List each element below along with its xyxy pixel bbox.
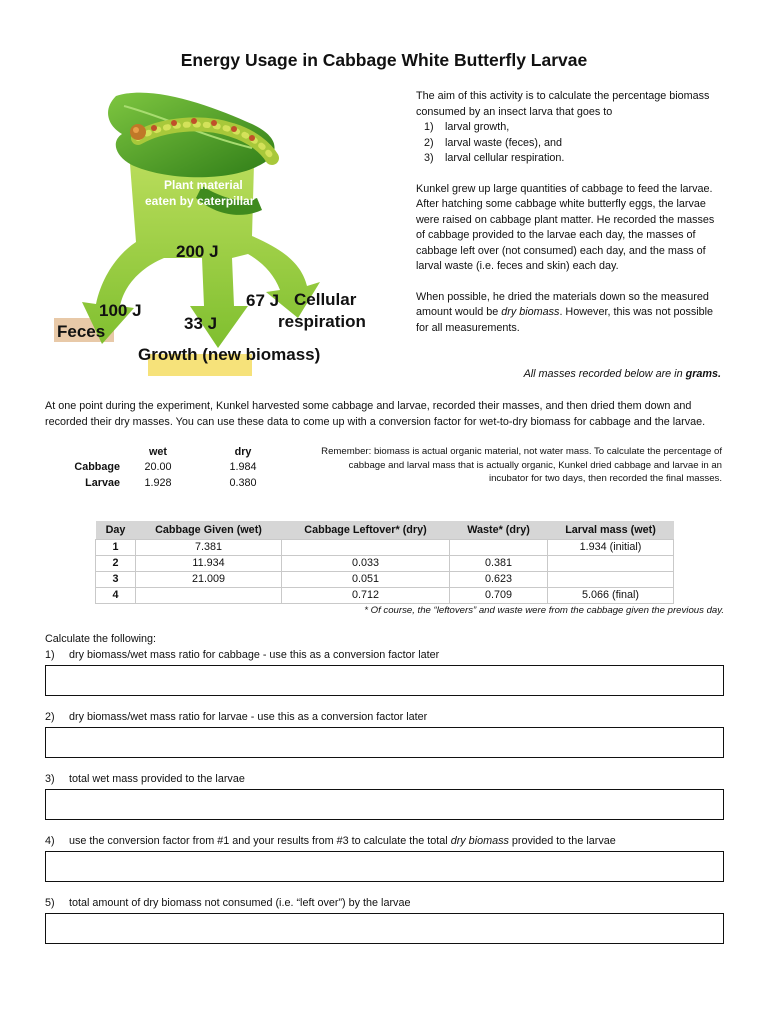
question-text: 3) total wet mass provided to the larvae xyxy=(45,773,245,785)
intro-column xyxy=(416,89,721,351)
energy-respiration-label: 67 J xyxy=(246,291,280,310)
conversion-header xyxy=(60,444,120,460)
question-5 xyxy=(45,897,725,944)
experiment-paragraph: At one point during the experiment, Kunkel harvested some cabbage and larvae, recorded their masses, and then dried them down and recorded their dry masses. You can use these data to come up with a conversion factor for wet-to-dry biomass for cabbage and the larvae. xyxy=(45,400,706,428)
answer-box-4[interactable] xyxy=(45,851,724,882)
aim-list-item: 3) larval cellular respiration. xyxy=(424,152,565,164)
question-3 xyxy=(45,773,725,820)
conversion-header-dry: dry xyxy=(234,445,252,458)
energy-flow-figure xyxy=(52,86,392,382)
question-text: 1) dry biomass/wet mass ratio for cabbage - use this as a conversion factor later xyxy=(45,649,440,661)
table-row: Cabbage 20.00 1.984 xyxy=(74,461,257,474)
question-text: 5) total amount of dry biomass not consumed (i.e. “left over”) by the larvae xyxy=(45,897,411,909)
table-row: 2 11.934 0.033 0.381 xyxy=(96,555,674,571)
respiration-label-line1: Cellular xyxy=(294,290,357,309)
conversion-table xyxy=(60,444,290,491)
energy-total-label: 200 J xyxy=(176,242,219,261)
aim-list-item: 1) larval growth, xyxy=(424,121,510,133)
respiration-label-line2: respiration xyxy=(278,312,366,331)
plant-label-line1: Plant material xyxy=(164,178,243,192)
growth-label: Growth (new biomass) xyxy=(138,345,321,364)
remember-note: Remember: biomass is actual organic material, not water mass. To calculate the percentage of cabbage and larval mass that is actually organic, Kunkel dried cabbage and larvae in an incubator for two days, then recorded the final masses. xyxy=(321,446,722,484)
table-row: 1 7.381 1.934 (initial) xyxy=(96,539,674,555)
table-row: 3 21.009 0.051 0.623 xyxy=(96,571,674,587)
question-text: 2) dry biomass/wet mass ratio for larvae - use this as a conversion factor later xyxy=(45,711,428,723)
question-4 xyxy=(45,835,725,882)
question-2 xyxy=(45,711,725,758)
question-1 xyxy=(45,649,725,696)
answer-box-1[interactable] xyxy=(45,665,724,696)
energy-growth-label: 33 J xyxy=(184,314,218,333)
masses-units-note: All masses recorded below are in grams. xyxy=(523,368,721,380)
aim-list-item: 2) larval waste (feces), and xyxy=(424,136,563,149)
plant-label-line2: eaten by caterpillar xyxy=(145,194,255,208)
energy-feces-label: 100 J xyxy=(99,301,142,320)
table-header: Cabbage Leftover* (dry) xyxy=(282,521,450,539)
table-header: Day xyxy=(96,521,136,539)
dried-text: When possible, he dried the materials down so the measured amount would be dry biomass. However, this was not possible for all measurements. xyxy=(416,290,714,334)
daily-mass-table xyxy=(95,521,674,604)
table-header: Larval mass (wet) xyxy=(548,521,674,539)
page-title: Energy Usage in Cabbage White Butterfly Larvae xyxy=(180,50,588,70)
answer-box-3[interactable] xyxy=(45,789,724,820)
aim-text: The aim of this activity is to calculate the percentage biomass consumed by an insect larva that goes to xyxy=(416,90,710,118)
answer-box-2[interactable] xyxy=(45,727,724,758)
table-header: Waste* (dry) xyxy=(450,521,548,539)
kunkel-text: Kunkel grew up large quantities of cabbage to feed the larvae. After hatching some cabbage white butterfly eggs, the larvae were raised on cabbage plant matter. He recorded the masses of cabbage provided to the larvae each day, the masses of cabbage left over (not consumed) each day, and the mass of larval waste (i.e. feces and skin) each day. xyxy=(416,182,715,272)
calculate-heading: Calculate the following: xyxy=(45,633,157,645)
answer-box-5[interactable] xyxy=(45,913,724,944)
question-text: 4) use the conversion factor from #1 and your results from #3 to calculate the total dry biomass provided to the larvae xyxy=(45,835,616,847)
conversion-header-wet: wet xyxy=(149,445,167,458)
table-row: 4 0.712 0.709 5.066 (final) xyxy=(96,587,674,603)
table-row: Larvae 1.928 0.380 xyxy=(85,476,257,489)
table-footnote: * Of course, the “leftovers” and waste were from the cabbage given the previous day. xyxy=(364,605,724,616)
feces-label: Feces xyxy=(57,322,106,341)
aim-list xyxy=(416,120,721,167)
table-header: Cabbage Given (wet) xyxy=(136,521,282,539)
